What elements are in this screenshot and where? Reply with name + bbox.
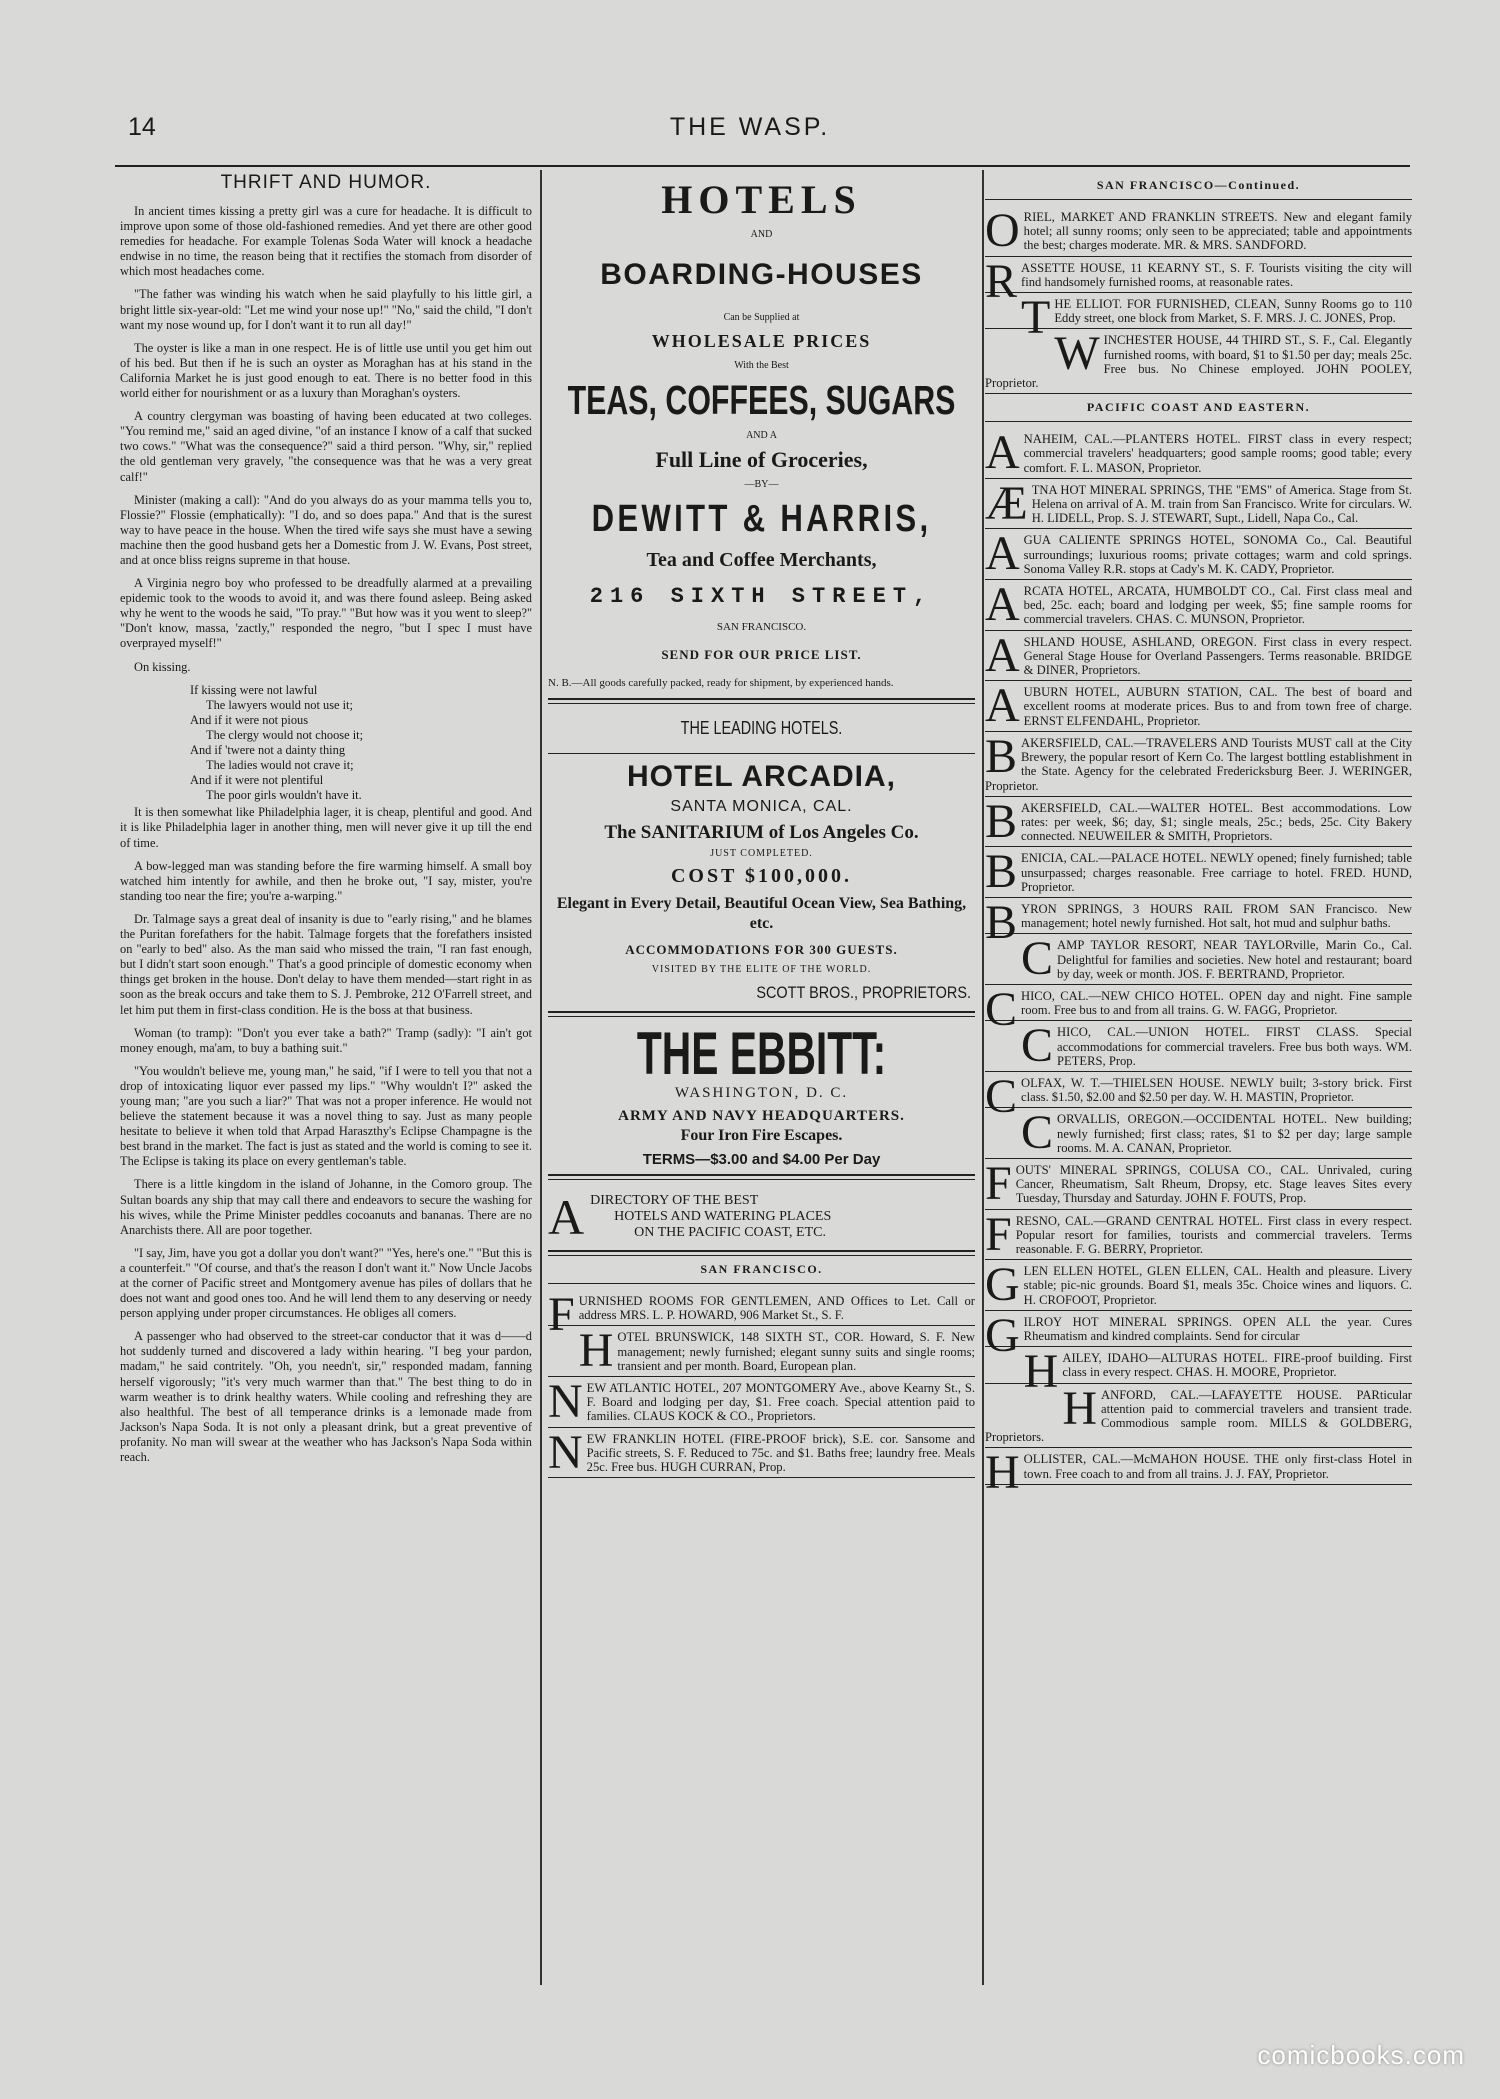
paragraph: A passenger who had observed to the street-car conductor that it was d——d hot suddenly turned and discovered a lady within hearing. "I beg your pardon, madam," he said contritely. "Oh, you needn't, sir," responded madam, fanning herself vigorously; "it's very much warmer than that." The best thing to do in warm weather is to drink healthy waters. While cooling and refreshing they are also healthful. The best of all temperance drinks is a lemonade made from Jackson's Napa Soda. It is not only a pleasant drink, but a great preventive of profanity. No man will swear at the weather who has Jackson's Napa Soda within reach. bbox=[120, 1329, 532, 1465]
ad-dewitt-harris: DEWITT & HARRIS, bbox=[591, 498, 932, 540]
san-francisco-continued-heading: SAN FRANCISCO—Continued. bbox=[1096, 178, 1301, 192]
ad-merchants: Tea and Coffee Merchants, bbox=[646, 549, 877, 571]
column-thrift-and-humor bbox=[120, 172, 532, 1987]
ebbitt-location: WASHINGTON, D. C. bbox=[674, 1085, 849, 1101]
column-divider bbox=[540, 170, 542, 1985]
poem-line: The ladies would not crave it; bbox=[206, 758, 354, 773]
ad-address: 216 SIXTH STREET, bbox=[589, 584, 934, 609]
directory-line: HOTELS AND WATERING PLACES bbox=[614, 1209, 832, 1224]
column-hotel-directory bbox=[985, 172, 1412, 1987]
column-advertisements bbox=[548, 172, 975, 1987]
directory-line: DIRECTORY OF THE BEST bbox=[590, 1193, 759, 1208]
rule bbox=[548, 1174, 975, 1180]
accommodations-line: ACCOMMODATIONS FOR 300 GUESTS. bbox=[625, 942, 898, 957]
sf-listings bbox=[548, 1290, 975, 1478]
listing: FOUTS' MINERAL SPRINGS, COLUSA CO., CAL. Unrivaled, curing Cancer, Rheumatism, Salt Rheum, Dropsy, etc. Stage leaves Sites every Tuesday, Thursday and Saturday. JOHN F. FOUTS, Prop. bbox=[985, 1156, 1412, 1210]
page-number: 14 bbox=[128, 113, 156, 141]
listing: ORIEL, MARKET AND FRANKLIN STREETS. New and elegant family hotel; all sunny rooms; only seen to be appreciated; table and appointments the best; charges moderate. MR. & MRS. SANDFORD. bbox=[985, 204, 1412, 257]
paragraph: A country clergyman was boasting of having been educated at two colleges. "You remind me," said an aged divine, "of an instance I know of a calf that sucked two cows." "What was the consequence?" said a third person. "Why, sir," replied the old gentleman very gravely, "the consequence was that he was a very great calf!" bbox=[120, 409, 532, 484]
article-title: THRIFT AND HUMOR. bbox=[220, 172, 432, 193]
rule bbox=[548, 698, 975, 704]
listing: NEW FRANKLIN HOTEL (FIRE-PROOF brick), S.E. cor. Sansome and Pacific streets, S. F. Reduced to 75c. and $1. Baths free; laundry free. Meals 25c. Free bus. HUGH CURRAN, Prop. bbox=[548, 1425, 975, 1479]
paragraph: "The father was winding his watch when he said playfully to his little girl, a bright little six-year-old: "Let me wind your nose up!" "No," said the child, "I don't want my nose wound up, for I don't want it to run all day!" bbox=[120, 287, 532, 332]
ad-boarding-houses: BOARDING-HOUSES bbox=[600, 258, 923, 291]
header-rule bbox=[115, 165, 1410, 167]
rule bbox=[985, 199, 1412, 200]
ad-price-list: SEND FOR OUR PRICE LIST. bbox=[661, 647, 862, 662]
listing: WINCHESTER HOUSE, 44 THIRD ST., S. F., Cal. Elegantly furnished rooms, with board, $1 to $1.50 per day; meals 25c. Free bus. No Chinese employed. JOHN POOLEY, Proprietor. bbox=[985, 329, 1412, 394]
drop-cap: A bbox=[548, 1189, 585, 1245]
listing: HOLLISTER, CAL.—McMAHON HOUSE. THE only first-class Hotel in town. Free coach to and from all trains. J. J. FAY, Proprietor. bbox=[985, 1446, 1412, 1500]
proprietors-line: SCOTT BROS., PROPRIETORS. bbox=[756, 983, 971, 1002]
listing: BYRON SPRINGS, 3 HOURS RAIL FROM SAN Francisco. New management; hotel newly furnished. Hot salt, hot mud and sulphur baths. bbox=[985, 895, 1412, 949]
watermark: comicbooks.com bbox=[1257, 2040, 1465, 2070]
poem-line: The clergy would not choose it; bbox=[206, 727, 364, 742]
ebbitt-terms: TERMS—$3.00 and $4.00 Per Day bbox=[642, 1151, 881, 1168]
ad-wholesale-prices: WHOLESALE PRICES bbox=[651, 331, 872, 351]
ad-text: Can be Supplied at bbox=[723, 312, 800, 323]
ad-teas-coffees-sugars: TEAS, COFFEES, SUGARS bbox=[567, 377, 956, 423]
listing: AGUA CALIENTE SPRINGS HOTEL, SONOMA Co., Cal. Beautiful surroundings; luxurious rooms; private cottages; warm and cold springs. Sonoma Valley R.R. stops at Cady's M. K. CADY, Proprietor. bbox=[985, 527, 1412, 581]
listing: ASHLAND HOUSE, ASHLAND, OREGON. First class in every respect. General Stage House for Overland Passengers. Terms reasonable. BRIDGE & DINER, Proprietors. bbox=[985, 628, 1412, 682]
poem-line: The poor girls wouldn't have it. bbox=[206, 788, 362, 803]
paragraph: "I say, Jim, have you got a dollar you don't want?" "Yes, here's one." "But this is a counterfeit." "Of course, and that's the reason I don't want it." Now Uncle Jacobs at the corner of Pacific street and Montgomery avenue has piles of dollars that he does not want and good ones too. And he will lend them to any deserving or needy person applying under proper circumstances. He obliges all comers. bbox=[120, 1245, 532, 1321]
paragraph: "You wouldn't believe me, young man," he said, "if I were to tell you that not a drop of intoxicating liquor ever passed my lips." "Why wouldn't I?" asked the young man; "are you such a liar?" That was not a proper inference. He would not believe the statement because it was a novel thing to say. Just as many people hesitate to believe it when told that Arpad Haraszthy's Eclipse Champagne is the best brand in the market. The fact is just as stated and the world is coming to see it. The Eclipse is taking its place on every gentleman's table. bbox=[120, 1063, 532, 1169]
listing: FRESNO, CAL.—GRAND CENTRAL HOTEL. First class in every respect. Popular resort for families, tourists and commercial travelers. Terms reasonable. F. G. BERRY, Proprietor. bbox=[985, 1207, 1412, 1261]
ad-text: —BY— bbox=[744, 479, 779, 490]
listing: BAKERSFIELD, CAL.—WALTER HOTEL. Best accommodations. Low rates: per week, $6; day, $1; single meals, 25c.; beds, 25c. City Bakery connected. NEUWEILER & SMITH, Proprietors. bbox=[985, 794, 1412, 848]
ad-note: N. B.—All goods carefully packed, ready for shipment, by experienced hands. bbox=[548, 677, 894, 689]
listing: CAMP TAYLOR RESORT, NEAR TAYLORville, Marin Co., Cal. Delightful for families and societies. New hotel and restaurant; board by day, week or month. JOS. F. BERTRAND, Proprietor. bbox=[985, 934, 1412, 985]
poem-line: The lawyers would not use it; bbox=[206, 697, 353, 712]
paragraph: Woman (to tramp): "Don't you ever take a bath?" Tramp (sadly): "I ain't got money enough, ma'am, to buy a bathing suit." bbox=[120, 1025, 532, 1055]
listing: CORVALLIS, OREGON.—OCCIDENTAL HOTEL. New building; newly furnished; first class; rates, $1 to $2 per day; large sample rooms. M. A. CANAN, Proprietor. bbox=[985, 1108, 1412, 1159]
just-completed: JUST COMPLETED. bbox=[710, 848, 813, 859]
paragraph: It is then somewhat like Philadelphia lager, it is cheap, plentiful and good. And it is like Philadelphia lager in another thing, men will never give it up till the end of time. bbox=[120, 805, 532, 850]
ad-text: With the Best bbox=[734, 360, 789, 371]
san-francisco-heading: SAN FRANCISCO. bbox=[700, 1262, 823, 1276]
paragraph: Dr. Talmage says a great deal of insanity is due to "early rising," and he blames the Puritan forefathers for the habit. Talmage forgets that the forefathers insisted on "early to bed" also. As the man said who missed the train, "I ran fast enough, but I didn't start soon enough." That's a good principle of domestic economy when things get broken in the house. Don't delay to have them mended—start right in as soon as the break occurs and take them to S. J. Pembroke, 212 O'Farrell street, and let him put them in first-class condition. He is the boss at that business. bbox=[120, 911, 532, 1017]
ad-groceries: Full Line of Groceries, bbox=[655, 447, 868, 472]
sanitarium-line: The SANITARIUM of Los Angeles Co. bbox=[604, 822, 919, 843]
column-divider bbox=[982, 170, 984, 1985]
listing: CHICO, CAL.—UNION HOTEL. FIRST CLASS. Special accommodations for commercial travelers. Free bus both ways. WM. PETERS, Prop. bbox=[985, 1021, 1412, 1072]
running-title: THE WASP. bbox=[669, 113, 831, 141]
listing: ANAHEIM, CAL.—PLANTERS HOTEL. FIRST class in every respect; commercial travelers' headquarters; good sample rooms; good table; every comfort. F. L. MASON, Proprietor. bbox=[985, 426, 1412, 480]
sf-listings-continued bbox=[985, 206, 1412, 394]
poem-line: And if it were not plentiful bbox=[190, 773, 324, 788]
rule bbox=[548, 1283, 975, 1284]
ad-hotels-heading: HOTELS bbox=[661, 177, 862, 222]
pacific-coast-listings bbox=[985, 426, 1412, 1500]
listing: RASSETTE HOUSE, 11 KEARNY ST., S. F. Tourists visiting the city will find handsomely furnished rooms, at reasonable rates. bbox=[985, 254, 1412, 308]
ebbitt-title: THE EBBITT: bbox=[636, 1020, 887, 1087]
ebbitt-fire-escapes: Four Iron Fire Escapes. bbox=[680, 1127, 843, 1144]
listing: GILROY HOT MINERAL SPRINGS. OPEN ALL the year. Cures Rheumatism and kindred complaints. Send for circular bbox=[985, 1308, 1412, 1362]
ebbitt-army-navy: ARMY AND NAVY HEADQUARTERS. bbox=[618, 1108, 905, 1124]
poem-line: And if 'twere not a dainty thing bbox=[190, 743, 346, 757]
listing: FURNISHED ROOMS FOR GENTLEMEN, AND Offices to Let. Call or address MRS. L. P. HOWARD, 906 Market St., S. F. bbox=[548, 1288, 975, 1341]
poem-line: And if it were not pious bbox=[190, 712, 309, 727]
listing: HAILEY, IDAHO—ALTURAS HOTEL. FIRE-proof building. First class in every respect. CHAS. H. MOORE, Proprietor. bbox=[985, 1347, 1412, 1383]
listing: ARCATA HOTEL, ARCATA, HUMBOLDT CO., Cal. First class meal and bed, 25c. each; board and lodging per week, $5; fine sample rooms for commercial travelers. CHAS. C. MUNSON, Proprietor. bbox=[985, 578, 1412, 632]
rule bbox=[548, 753, 975, 754]
listing: AUBURN HOTEL, AUBURN STATION, CAL. The best of board and excellent rooms at moderate prices. Bus to and from town free of charge. ERNST ELFENDAHL, Proprietor. bbox=[985, 679, 1412, 733]
paragraph: In ancient times kissing a pretty girl was a cure for headache. It is difficult to improve upon some of those old-fashioned remedies. And yet there are other good remedies for headache. For example Tolenas Soda Water will knock a headache endwise in no time, the reason being that it rectifies the stomach from disorder of which most headaches come. bbox=[120, 204, 532, 279]
pacific-coast-heading: PACIFIC COAST AND EASTERN. bbox=[1086, 400, 1311, 415]
leading-hotels-heading: THE LEADING HOTELS. bbox=[680, 718, 843, 738]
listing: HOTEL BRUNSWICK, 148 SIXTH ST., COR. Howard, S. F. New management; newly furnished; elegant sunny suits and single rooms; transient and per month. Board, European plan. bbox=[548, 1326, 975, 1377]
article-body bbox=[120, 204, 532, 675]
listing: GLEN ELLEN HOTEL, GLEN ELLEN, CAL. Health and pleasure. Livery stable; pic-nic grounds. Board $1, meals 35c. Choice wines and liquors. C. H. CROFOOT, Proprietor. bbox=[985, 1258, 1412, 1312]
listing: NEW ATLANTIC HOTEL, 207 MONTGOMERY Ave., above Kearny St., S. F. Board and lodging per day, $1. Free coach. Special attention paid to families. CLAUS KOCK & CO., Proprietors. bbox=[548, 1375, 975, 1429]
paragraph: A Virginia negro boy who professed to be dreadfully alarmed at a prevailing epidemic took to the woods to avoid it, and was there found asleep. Being asked why he went to the woods he said, "To pray." "But how was it you went to sleep?" "Don't know, massa, 'zactly," responded the negro, "but I spec I must have overprayed myself!" bbox=[120, 576, 532, 651]
paragraph: There is a little kingdom in the island of Johanne, in the Comoro group. The Sultan boards any ship that may call there and endeavors to secure the washing for his wives, while the Prime Minister peddles cocoanuts and bananas. There are no Anarchists there. All are poor together. bbox=[120, 1177, 532, 1237]
hotel-arcadia-location: SANTA MONICA, CAL. bbox=[670, 798, 853, 815]
listing: HANFORD, CAL.—LAFAYETTE HOUSE. PARticular attention paid to commercial travelers and transient trade. Commodious sample room. MILLS & GOLDBERG, Proprietors. bbox=[985, 1384, 1412, 1449]
paragraph: A bow-legged man was standing before the fire warming himself. A small boy watched him intently for awhile, and then he broke out, "I say, mister, you're standing too near the fire; you're a-warping." bbox=[120, 858, 532, 903]
paragraph: On kissing. bbox=[134, 659, 191, 674]
listing: BENICIA, CAL.—PALACE HOTEL. NEWLY opened; finely furnished; table unsurpassed; charges reasonable. Free carriage to hotel. FRED. HUND, Proprietor. bbox=[985, 845, 1412, 899]
directory-line: ON THE PACIFIC COAST, ETC. bbox=[634, 1225, 826, 1240]
article-body-continued bbox=[120, 805, 532, 1465]
cost-line: COST $100,000. bbox=[670, 865, 853, 887]
paragraph: Minister (making a call): "And do you always do as your mamma tells you to, Flossie?" Flossie (emphatically): "I do, and so does papa." And that is the surest way to have peace in the house. When the tired wife says she must have a sewing machine then the good husband gets her a Domestic from J. W. Evans, Post street, and at once bliss reigns supreme in that house. bbox=[120, 492, 532, 567]
listing: COLFAX, W. T.—THIELSEN HOUSE. NEWLY built; 3-story brick. First class. $1.50, $2.00 and $2.50 per day. W. H. MASTIN, Proprietor. bbox=[985, 1069, 1412, 1123]
rule bbox=[985, 421, 1412, 422]
poem bbox=[190, 683, 532, 804]
ad-city: SAN FRANCISCO. bbox=[716, 621, 807, 633]
paragraph: The oyster is like a man in one respect. He is of little use until you get him out of his bed. But then if he is such an oyster as Moraghan has at his stand in the California Market he is just good enough to eat. There is no better food in this world either for nourishment or as a luxury than Moraghan's oysters. bbox=[120, 340, 532, 401]
listing: BAKERSFIELD, CAL.—TRAVELERS AND Tourists MUST call at the City Brewery, the popular resort of Kern Co. The largest bottling establishment in the State. Agency for the celebrated Fredericksburg Beer. J. WERINGER, Proprietor. bbox=[985, 732, 1412, 797]
elegant-line: Elegant in Every Detail, Beautiful Ocean View, Sea Bathing, etc. bbox=[556, 895, 967, 932]
directory-heading bbox=[548, 1189, 975, 1245]
rule bbox=[548, 1250, 975, 1256]
listing: CHICO, CAL.—NEW CHICO HOTEL. OPEN day and night. Fine sample room. Free bus to and from all trains. G. W. FAGG, Proprietor. bbox=[985, 982, 1412, 1036]
visited-line: VISITED BY THE ELITE OF THE WORLD. bbox=[651, 964, 872, 975]
ad-text: AND A bbox=[746, 430, 777, 441]
poem-line: If kissing were not lawful bbox=[190, 682, 318, 697]
listing: THE ELLIOT. FOR FURNISHED, CLEAN, Sunny Rooms go to 110 Eddy street, one block from Market, S. F. MRS. J. C. JONES, Prop. bbox=[985, 293, 1412, 329]
rule bbox=[548, 1011, 975, 1017]
listing: ÆTNA HOT MINERAL SPRINGS, THE "EMS" of America. Stage from St. Helena on arrival of A. M. train from San Francisco. Write for circulars. W. H. LIDELL, Prop. S. J. STEWART, Supt., Lidell, Napa Co., Cal. bbox=[985, 476, 1412, 530]
hotel-arcadia-title: HOTEL ARCADIA, bbox=[627, 760, 896, 793]
ad-text: AND bbox=[750, 229, 773, 240]
